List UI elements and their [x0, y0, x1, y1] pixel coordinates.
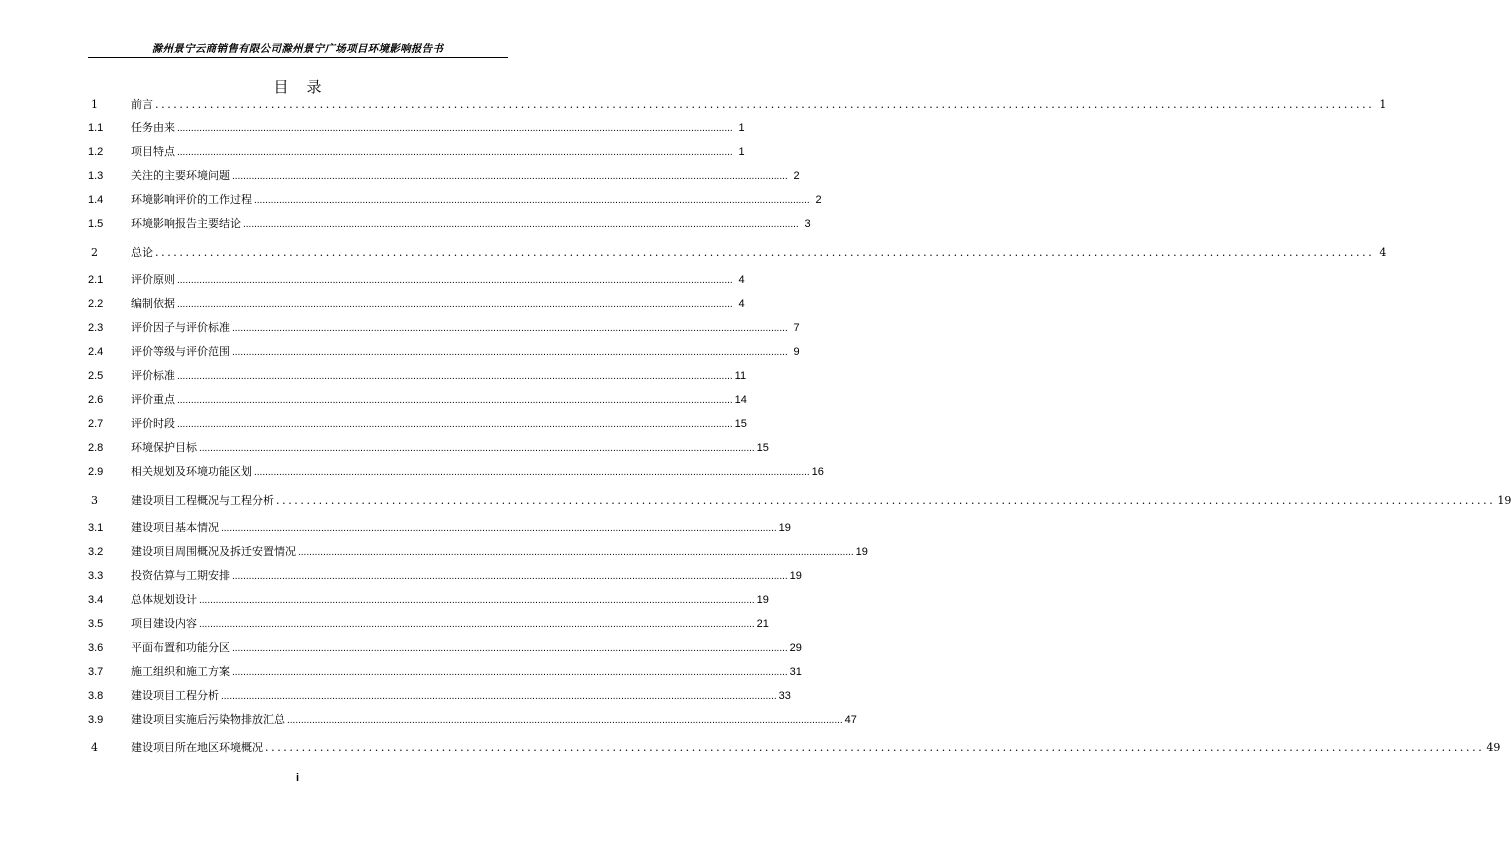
toc-dot-leader: ........................................................................................................................................................................................................ — [232, 643, 788, 654]
toc-section-entry[interactable] — [88, 543, 868, 559]
toc-entry-number: 3.3 — [88, 570, 104, 582]
toc-dot-leader: ........................................................................................................................................................................................................ — [199, 619, 755, 630]
toc-entry-title: 任务由来 — [131, 122, 175, 134]
toc-entry-title: 评价原则 — [131, 274, 175, 286]
toc-entry-page: 7 — [793, 322, 800, 334]
toc-entry-number: 3.7 — [88, 666, 104, 678]
toc-section-entry[interactable] — [88, 119, 745, 135]
toc-dot-leader: ........................................................................................................................................................................................................ — [199, 595, 755, 606]
toc-section-entry[interactable] — [88, 567, 802, 583]
toc-dot-leader: ........................................................................................................................................................................................................ — [287, 715, 843, 726]
toc-entry-title: 项目建设内容 — [131, 618, 197, 630]
toc-entry-page: 16 — [811, 466, 824, 478]
toc-dot-leader: ........................................................................................................................................................................................................ — [177, 299, 733, 310]
toc-entry-page: 9 — [793, 346, 800, 358]
toc-entry-page: 14 — [734, 394, 747, 406]
toc-entry-number: 2.9 — [88, 466, 104, 478]
toc-entry-number: 3.6 — [88, 642, 104, 654]
toc-dot-leader: ........................................................................................................................................................................................................ — [232, 667, 788, 678]
toc-section-entry[interactable] — [88, 439, 769, 455]
toc-entry-page: 2 — [793, 170, 800, 182]
toc-entry-page: 21 — [756, 618, 769, 630]
toc-section-entry[interactable] — [88, 191, 822, 207]
toc-dot-leader: ........................................................................................................................................................................................................ — [177, 147, 733, 158]
toc-entry-number: 2.4 — [88, 346, 104, 358]
toc-dot-leader: ........................................................................................................................................................................................................ — [232, 571, 788, 582]
toc-entry-number: 3.4 — [88, 594, 104, 606]
toc-entry-number: 1.5 — [88, 218, 104, 230]
toc-dot-leader: ........................................................................................................................................................................................................ — [177, 275, 733, 286]
toc-entry-page: 15 — [734, 418, 747, 430]
toc-section-entry[interactable] — [88, 519, 791, 535]
toc-entry-title: 前言 — [131, 98, 153, 111]
toc-dot-leader: ........................................................................................................................................................................................................ — [232, 171, 788, 182]
toc-entry-title: 建设项目实施后污染物排放汇总 — [131, 714, 285, 726]
toc-dot-leader: ........................................................................................................................................................................................................ — [276, 494, 1496, 507]
toc-section-entry[interactable] — [88, 663, 802, 679]
toc-dot-leader: ........................................................................................................................................................................................................ — [221, 691, 777, 702]
toc-entry-page: 19 — [756, 594, 769, 606]
toc-entry-number: 2.3 — [88, 322, 104, 334]
toc-entry-number: 3.1 — [88, 522, 104, 534]
toc-chapter-entry[interactable] — [88, 739, 1501, 755]
toc-entry-title: 环境保护目标 — [131, 442, 197, 454]
toc-entry-title: 平面布置和功能分区 — [131, 642, 230, 654]
toc-entry-number: 2 — [91, 246, 98, 259]
toc-dot-leader: ........................................................................................................................................................................................................ — [177, 395, 733, 406]
toc-entry-page: 31 — [789, 666, 802, 678]
toc-entry-number: 2.2 — [88, 298, 104, 310]
toc-title: 目录 — [273, 78, 340, 96]
toc-entry-title: 建设项目周围概况及拆迁安置情况 — [131, 546, 296, 558]
toc-section-entry[interactable] — [88, 463, 824, 479]
toc-entry-title: 环境影响评价的工作过程 — [131, 194, 252, 206]
toc-entry-page: 1 — [738, 146, 745, 158]
toc-entry-page: 11 — [734, 370, 747, 382]
toc-section-entry[interactable] — [88, 367, 747, 383]
toc-entry-title: 建设项目工程概况与工程分析 — [131, 494, 274, 507]
toc-dot-leader: ........................................................................................................................................................................................................ — [254, 195, 810, 206]
toc-entry-number: 1 — [91, 98, 98, 111]
toc-entry-title: 评价标准 — [131, 370, 175, 382]
toc-chapter-entry[interactable] — [88, 492, 1511, 508]
toc-dot-leader: ........................................................................................................................................................................................................ — [199, 443, 755, 454]
toc-section-entry[interactable] — [88, 415, 747, 431]
toc-dot-leader: ........................................................................................................................................................................................................ — [155, 98, 1375, 111]
toc-entry-page: 19 — [778, 522, 791, 534]
footer-page-number: i — [295, 772, 300, 784]
toc-entry-title: 施工组织和施工方案 — [131, 666, 230, 678]
toc-entry-page: 49 — [1486, 741, 1501, 754]
toc-entry-title: 相关规划及环境功能区划 — [131, 466, 252, 478]
toc-dot-leader: ........................................................................................................................................................................................................ — [265, 741, 1485, 754]
toc-entry-number: 1.4 — [88, 194, 104, 206]
toc-entry-page: 1 — [738, 122, 745, 134]
toc-entry-title: 关注的主要环境问题 — [131, 170, 230, 182]
toc-chapter-entry[interactable] — [88, 96, 1387, 112]
toc-entry-page: 19 — [1497, 494, 1511, 507]
toc-dot-leader: ........................................................................................................................................................................................................ — [298, 547, 854, 558]
toc-entry-number: 3.5 — [88, 618, 104, 630]
toc-entry-number: 1.2 — [88, 146, 104, 158]
toc-dot-leader: ........................................................................................................................................................................................................ — [177, 123, 733, 134]
toc-section-entry[interactable] — [88, 343, 800, 359]
toc-entry-number: 1.1 — [88, 122, 104, 134]
toc-entry-number: 2.5 — [88, 370, 104, 382]
toc-entry-title: 编制依据 — [131, 298, 175, 310]
toc-section-entry[interactable] — [88, 271, 745, 287]
toc-entry-number: 2.1 — [88, 274, 104, 286]
toc-section-entry[interactable] — [88, 143, 745, 159]
toc-entry-number: 3.8 — [88, 690, 104, 702]
toc-entry-title: 环境影响报告主要结论 — [131, 218, 241, 230]
toc-entry-title: 评价重点 — [131, 394, 175, 406]
toc-section-entry[interactable] — [88, 391, 747, 407]
toc-entry-number: 3 — [91, 494, 98, 507]
toc-dot-leader: ........................................................................................................................................................................................................ — [232, 323, 788, 334]
toc-section-entry[interactable] — [88, 167, 800, 183]
toc-dot-leader: ........................................................................................................................................................................................................ — [221, 523, 777, 534]
toc-entry-number: 3.9 — [88, 714, 104, 726]
toc-dot-leader: ........................................................................................................................................................................................................ — [177, 371, 733, 382]
toc-section-entry[interactable] — [88, 319, 800, 335]
toc-entry-page: 4 — [738, 298, 745, 310]
toc-section-entry[interactable] — [88, 639, 802, 655]
toc-entry-title: 建设项目所在地区环境概况 — [131, 741, 263, 754]
toc-entry-title: 项目特点 — [131, 146, 175, 158]
toc-entry-page: 29 — [789, 642, 802, 654]
toc-section-entry[interactable] — [88, 711, 857, 727]
toc-entry-title: 建设项目基本情况 — [131, 522, 219, 534]
toc-section-entry[interactable] — [88, 591, 769, 607]
toc-entry-page: 19 — [789, 570, 802, 582]
toc-dot-leader: ........................................................................................................................................................................................................ — [155, 246, 1375, 259]
toc-entry-number: 1.3 — [88, 170, 104, 182]
toc-entry-title: 总论 — [131, 246, 153, 259]
toc-dot-leader: ........................................................................................................................................................................................................ — [232, 347, 788, 358]
toc-section-entry[interactable] — [88, 215, 811, 231]
toc-dot-leader: ........................................................................................................................................................................................................ — [243, 219, 799, 230]
toc-entry-page: 19 — [855, 546, 868, 558]
toc-entry-title: 评价时段 — [131, 418, 175, 430]
toc-entry-page: 4 — [738, 274, 745, 286]
toc-dot-leader: ........................................................................................................................................................................................................ — [254, 467, 810, 478]
toc-dot-leader: ........................................................................................................................................................................................................ — [177, 419, 733, 430]
toc-entry-page: 4 — [1379, 246, 1387, 259]
toc-entry-number: 4 — [91, 741, 98, 754]
toc-section-entry[interactable] — [88, 295, 745, 311]
toc-entry-number: 3.2 — [88, 546, 104, 558]
toc-entry-number: 2.6 — [88, 394, 104, 406]
toc-entry-title: 投资估算与工期安排 — [131, 570, 230, 582]
toc-entry-page: 33 — [778, 690, 791, 702]
toc-entry-title: 总体规划设计 — [131, 594, 197, 606]
toc-entry-page: 15 — [756, 442, 769, 454]
toc-entry-title: 建设项目工程分析 — [131, 690, 219, 702]
toc-entry-title: 评价等级与评价范围 — [131, 346, 230, 358]
toc-entry-page: 47 — [844, 714, 857, 726]
toc-section-entry[interactable] — [88, 687, 791, 703]
toc-entry-number: 2.8 — [88, 442, 104, 454]
header-rule — [88, 57, 508, 58]
toc-chapter-entry[interactable] — [88, 244, 1387, 260]
toc-section-entry[interactable] — [88, 615, 769, 631]
toc-entry-number: 2.7 — [88, 418, 104, 430]
toc-entry-page: 1 — [1379, 98, 1387, 111]
toc-entry-title: 评价因子与评价标准 — [131, 322, 230, 334]
toc-entry-page: 3 — [804, 218, 811, 230]
document-header-title: 滁州景宁云商销售有限公司滁州景宁广场项目环境影响报告书 — [151, 43, 444, 55]
toc-entry-page: 2 — [815, 194, 822, 206]
